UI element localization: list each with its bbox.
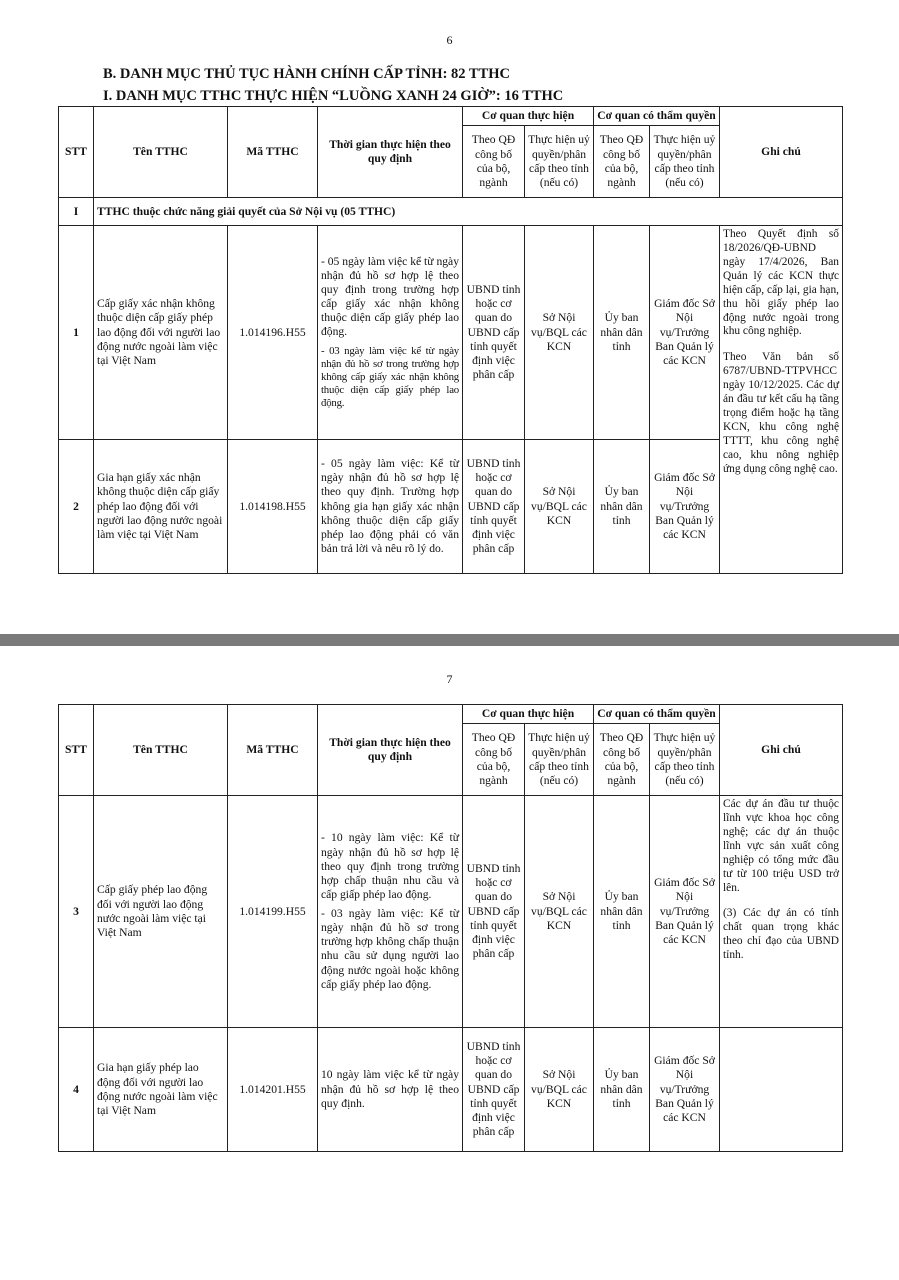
header-auth-delegated: Thực hiện uỷ quyền/phân cấp theo tỉnh (nếu có) (650, 724, 720, 796)
header-code: Mã TTHC (228, 705, 318, 796)
header-notes: Ghi chú (720, 107, 843, 198)
header-exec-agency: Cơ quan thực hiện (463, 705, 594, 724)
row-name: Gia hạn giấy phép lao động đối với người lao động nước ngoài làm việc tại Việt Nam (94, 1028, 228, 1152)
row-time (318, 1028, 463, 1152)
row-name: Cấp giấy xác nhận không thuộc diện cấp giấy phép lao động đối với người lao động nước ngoài làm việc tại Việt Nam (94, 226, 228, 440)
header-time: Thời gian thực hiện theo quy định (318, 705, 463, 796)
time-paragraph: - 03 ngày làm việc kể từ ngày nhận đủ hồ sơ trong trường hợp không cấp giấy xác nhận không thuộc diện cấp giấy phép lao động. (321, 344, 459, 410)
header-notes: Ghi chú (720, 705, 843, 796)
row-time (318, 226, 463, 440)
notes-cell (720, 796, 843, 1028)
header-authority: Cơ quan có thẩm quyền (594, 705, 720, 724)
row-auth-delegated: Giám đốc Sở Nội vụ/Trưởng Ban Quản lý các KCN (650, 1028, 720, 1152)
row-auth-delegated: Giám đốc Sở Nội vụ/Trưởng Ban Quản lý các KCN (650, 796, 720, 1028)
procedure-table-page-7 (58, 704, 843, 1152)
time-paragraph: - 10 ngày làm việc: Kể từ ngày nhận đủ hồ sơ hợp lệ theo quy định trong trường hợp chấp thuận nhu cầu và cấp giấp phép lao động. (321, 831, 459, 901)
header-exec-delegated: Thực hiện uỷ quyền/phân cấp theo tỉnh (nếu có) (525, 126, 594, 198)
row-exec-qd: UBND tỉnh hoặc cơ quan do UBND cấp tỉnh quyết định việc phân cấp (463, 440, 525, 574)
row-exec-delegated: Sở Nội vụ/BQL các KCN (525, 1028, 594, 1152)
note-paragraph: Theo Văn bản số 6787/UBND-TTPVHCC ngày 10/12/2025. Các dự án đầu tư kết cấu hạ tầng trọng điểm hoặc hạ tầng KCN, khu công nghệ TTTT, khu công nghệ cao, khu nông nghiệp ứng dụng công nghệ cao. (723, 351, 839, 475)
header-stt: STT (59, 107, 94, 198)
header-name: Tên TTHC (94, 107, 228, 198)
document-page-6 (0, 0, 899, 634)
row-auth-delegated: Giám đốc Sở Nội vụ/Trưởng Ban Quản lý các KCN (650, 226, 720, 440)
row-exec-delegated: Sở Nội vụ/BQL các KCN (525, 796, 594, 1028)
page-number: 7 (446, 672, 453, 686)
row-exec-qd: UBND tỉnh hoặc cơ quan do UBND cấp tỉnh quyết định việc phân cấp (463, 226, 525, 440)
header-exec-qd: Theo QĐ công bố của bộ, ngành (463, 126, 525, 198)
section-stt: I (59, 198, 94, 226)
header-exec-agency: Cơ quan thực hiện (463, 107, 594, 126)
header-stt: STT (59, 705, 94, 796)
row-code: 1.014201.H55 (228, 1028, 318, 1152)
row-code: 1.014199.H55 (228, 796, 318, 1028)
time-paragraph: - 03 ngày làm việc: Kể từ ngày nhận đủ hồ sơ trong trường hợp không chấp thuận nhu cầu sử dụng người lao động nước ngoài hoặc không cấp giấy phép lao động. (321, 907, 459, 991)
header-auth-delegated: Thực hiện uỷ quyền/phân cấp theo tỉnh (nếu có) (650, 126, 720, 198)
note-paragraph: (3) Các dự án có tính chất quan trọng khác theo chỉ đạo của UBND tỉnh. (723, 907, 839, 962)
row-stt: 1 (59, 226, 94, 440)
row-exec-qd: UBND tỉnh hoặc cơ quan do UBND cấp tỉnh quyết định việc phân cấp (463, 1028, 525, 1152)
page-number: 6 (446, 33, 453, 47)
time-paragraph: 10 ngày làm việc kể từ ngày nhận đủ hồ sơ hợp lệ theo quy định. (321, 1068, 459, 1110)
row-auth-delegated: Giám đốc Sở Nội vụ/Trưởng Ban Quản lý các KCN (650, 440, 720, 574)
document-page-7 (0, 646, 899, 1280)
header-exec-delegated: Thực hiện uỷ quyền/phân cấp theo tỉnh (nếu có) (525, 724, 594, 796)
header-auth-qd: Theo QĐ công bố của bộ, ngành (594, 724, 650, 796)
row-auth-qd: Ủy ban nhân dân tỉnh (594, 226, 650, 440)
row-code: 1.014198.H55 (228, 440, 318, 574)
row-auth-qd: Ủy ban nhân dân tỉnh (594, 1028, 650, 1152)
row-auth-qd: Ủy ban nhân dân tỉnh (594, 440, 650, 574)
row-name: Cấp giấy phép lao động đối với người lao động nước ngoài làm việc tại Việt Nam (94, 796, 228, 1028)
row-name: Gia hạn giấy xác nhận không thuộc diện cấp giấy phép lao động đối với người lao động nước ngoài làm việc tại Việt Nam (94, 440, 228, 574)
time-paragraph: - 05 ngày làm việc kể từ ngày nhận đủ hồ sơ hợp lệ theo quy định trong trường hợp cấp giấy xác nhận không thuộc diện cấp giấy phép lao động. (321, 254, 459, 339)
procedure-table-page-6 (58, 106, 843, 574)
notes-cell-empty (720, 1028, 843, 1152)
row-time (318, 440, 463, 574)
row-auth-qd: Ủy ban nhân dân tỉnh (594, 796, 650, 1028)
row-exec-qd: UBND tỉnh hoặc cơ quan do UBND cấp tỉnh quyết định việc phân cấp (463, 796, 525, 1028)
section-title: TTHC thuộc chức năng giải quyết của Sở Nội vụ (05 TTHC) (94, 198, 843, 226)
row-code: 1.014196.H55 (228, 226, 318, 440)
heading-section-b: B. DANH MỤC THỦ TỤC HÀNH CHÍNH CẤP TỈNH: 82 TTHC (103, 66, 510, 82)
notes-cell (720, 226, 843, 574)
row-stt: 2 (59, 440, 94, 574)
row-stt: 4 (59, 1028, 94, 1152)
header-code: Mã TTHC (228, 107, 318, 198)
row-time (318, 796, 463, 1028)
header-exec-qd: Theo QĐ công bố của bộ, ngành (463, 724, 525, 796)
row-stt: 3 (59, 796, 94, 1028)
note-paragraph: Các dự án đầu tư thuộc lĩnh vực khoa học công nghệ; các dự án thuộc lĩnh vực sản xuất công nghiệp có tổng mức đầu tư từ 100 triệu USD trở lên. (723, 798, 839, 894)
header-auth-qd: Theo QĐ công bố của bộ, ngành (594, 126, 650, 198)
note-paragraph: Theo Quyết định số 18/2026/QĐ-UBND ngày 17/4/2026, Ban Quản lý các KCN thực hiện cấp, cấp lại, gia hạn, thu hồi giấy phép lao động nước ngoài trong khu công nghiệp. (723, 228, 839, 338)
header-authority: Cơ quan có thẩm quyền (594, 107, 720, 126)
heading-section-i: I. DANH MỤC TTHC THỰC HIỆN “LUỒNG XANH 24 GIỜ”: 16 TTHC (103, 88, 564, 104)
row-exec-delegated: Sở Nội vụ/BQL các KCN (525, 440, 594, 574)
header-name: Tên TTHC (94, 705, 228, 796)
time-paragraph: - 05 ngày làm việc: Kể từ ngày nhận đủ hồ sơ hợp lệ theo quy định. Trường hợp không gia hạn giấy xác nhận không thuộc diện cấp giấy phép lao động phải có văn bản trả lời và nêu rõ lý do. (321, 457, 459, 555)
row-exec-delegated: Sở Nội vụ/BQL các KCN (525, 226, 594, 440)
header-time: Thời gian thực hiện theo quy định (318, 107, 463, 198)
